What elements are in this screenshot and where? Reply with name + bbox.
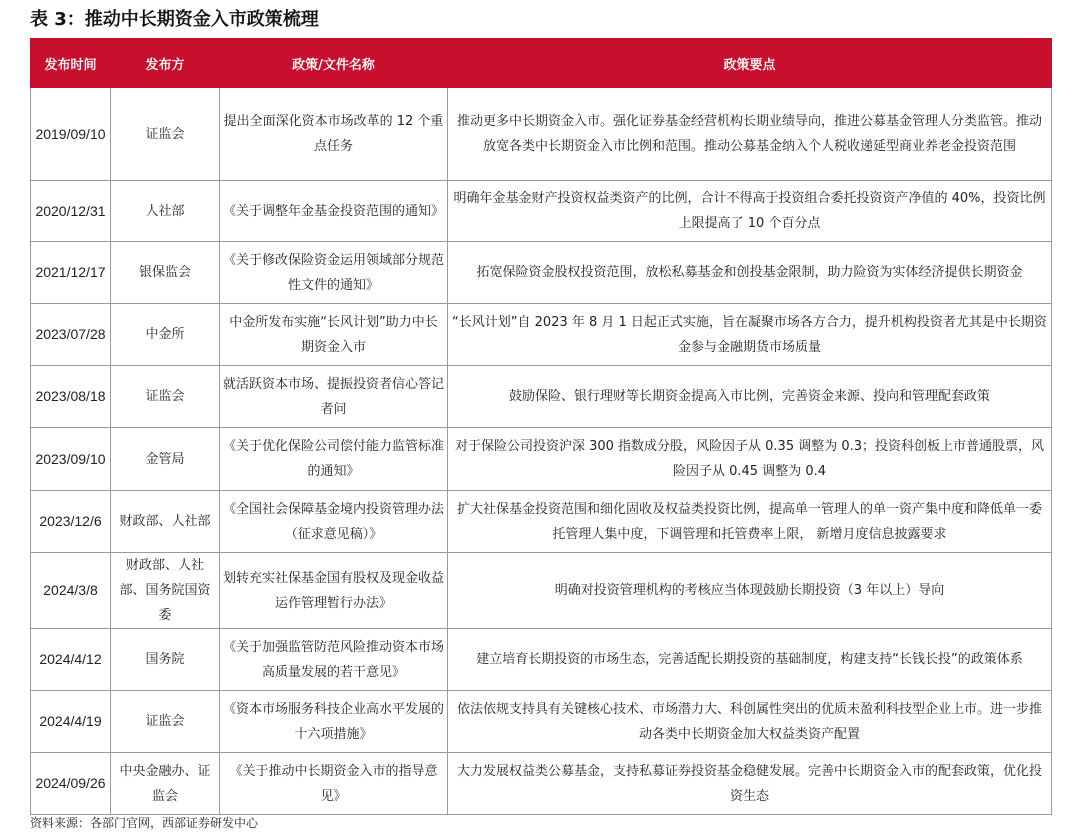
table-row xyxy=(31,753,1052,815)
cell-name: 中金所发布实施“长风计划”助力中长期资金入市 xyxy=(220,304,448,366)
cell-issuer: 证监会 xyxy=(111,88,220,181)
cell-date: 2019/09/10 xyxy=(31,88,111,181)
table-row xyxy=(31,629,1052,691)
cell-points: 大力发展权益类公募基金，支持私募证券投资基金稳健发展。完善中长期资金入市的配套政策，优化投资生态 xyxy=(448,753,1052,815)
cell-points: 依法依规支持具有关键核心技术、市场潜力大、科创属性突出的优质未盈利科技型企业上市。进一步推动各类中长期资金加大权益类资产配置 xyxy=(448,691,1052,753)
cell-name: 就活跃资本市场、提振投资者信心答记者问 xyxy=(220,366,448,428)
table-row xyxy=(31,366,1052,428)
cell-name: 《关于优化保险公司偿付能力监管标准的通知》 xyxy=(220,428,448,491)
cell-issuer: 中金所 xyxy=(111,304,220,366)
table-row xyxy=(31,88,1052,181)
cell-date: 2024/4/19 xyxy=(31,691,111,753)
cell-issuer: 中央金融办、证监会 xyxy=(111,753,220,815)
cell-name: 《关于修改保险资金运用领域部分规范性文件的通知》 xyxy=(220,242,448,304)
cell-issuer: 人社部 xyxy=(111,181,220,242)
cell-issuer: 金管局 xyxy=(111,428,220,491)
cell-points: 建立培育长期投资的市场生态，完善适配长期投资的基础制度，构建支持“长钱长投”的政策体系 xyxy=(448,629,1052,691)
cell-issuer: 证监会 xyxy=(111,691,220,753)
table-row xyxy=(31,553,1052,629)
cell-date: 2021/12/17 xyxy=(31,242,111,304)
cell-name: 《关于调整年金基金投资范围的通知》 xyxy=(220,181,448,242)
source-note: 资料来源：各部门官网，西部证券研发中心 xyxy=(30,816,259,830)
header-date: 发布时间 xyxy=(31,39,111,88)
cell-date: 2023/09/10 xyxy=(31,428,111,491)
cell-points: 对于保险公司投资沪深 300 指数成分股，风险因子从 0.35 调整为 0.3；投资科创板上市普通股票，风险因子从 0.45 调整为 0.4 xyxy=(448,428,1052,491)
cell-issuer: 财政部、人社部、国务院国资委 xyxy=(111,553,220,629)
cell-points: 鼓励保险、银行理财等长期资金提高入市比例，完善资金来源、投向和管理配套政策 xyxy=(448,366,1052,428)
cell-name: 提出全面深化资本市场改革的 12 个重点任务 xyxy=(220,88,448,181)
table-title: 表 3：推动中长期资金入市政策梳理 xyxy=(30,9,319,30)
header-issuer: 发布方 xyxy=(111,39,220,88)
cell-date: 2024/09/26 xyxy=(31,753,111,815)
table-row xyxy=(31,242,1052,304)
cell-date: 2023/07/28 xyxy=(31,304,111,366)
table-row xyxy=(31,691,1052,753)
cell-name: 《关于推动中长期资金入市的指导意见》 xyxy=(220,753,448,815)
cell-name: 《全国社会保障基金境内投资管理办法（征求意见稿）》 xyxy=(220,491,448,553)
header-row xyxy=(31,39,1052,88)
cell-date: 2024/3/8 xyxy=(31,553,111,629)
header-points: 政策要点 xyxy=(448,39,1052,88)
cell-points: 明确年金基金财产投资权益类资产的比例，合计不得高于投资组合委托投资资产净值的 40%，投资比例上限提高了 10 个百分点 xyxy=(448,181,1052,242)
cell-issuer: 银保监会 xyxy=(111,242,220,304)
cell-name: 划转充实社保基金国有股权及现金收益运作管理暂行办法》 xyxy=(220,553,448,629)
cell-issuer: 证监会 xyxy=(111,366,220,428)
cell-date: 2023/08/18 xyxy=(31,366,111,428)
table-row xyxy=(31,428,1052,491)
policy-table xyxy=(30,38,1052,815)
cell-name: 《资本市场服务科技企业高水平发展的十六项措施》 xyxy=(220,691,448,753)
cell-date: 2020/12/31 xyxy=(31,181,111,242)
table-row xyxy=(31,181,1052,242)
cell-issuer: 国务院 xyxy=(111,629,220,691)
cell-name: 《关于加强监管防范风险推动资本市场高质量发展的若干意见》 xyxy=(220,629,448,691)
cell-points: “长风计划”自 2023 年 8 月 1 日起正式实施，旨在凝聚市场各方合力，提升机构投资者尤其是中长期资金参与金融期货市场质量 xyxy=(448,304,1052,366)
cell-points: 明确对投资管理机构的考核应当体现鼓励长期投资（3 年以上）导向 xyxy=(448,553,1052,629)
cell-points: 扩大社保基金投资范围和细化固收及权益类投资比例，提高单一管理人的单一资产集中度和降低单一委托管理人集中度，下调管理和托管费率上限， 新增月度信息披露要求 xyxy=(448,491,1052,553)
cell-points: 推动更多中长期资金入市。强化证券基金经营机构长期业绩导向，推进公募基金管理人分类监管。推动放宽各类中长期资金入市比例和范围。推动公募基金纳入个人税收递延型商业养老金投资范围 xyxy=(448,88,1052,181)
cell-date: 2023/12/6 xyxy=(31,491,111,553)
cell-points: 拓宽保险资金股权投资范围，放松私募基金和创投基金限制，助力险资为实体经济提供长期资金 xyxy=(448,242,1052,304)
table-row xyxy=(31,491,1052,553)
table-row xyxy=(31,304,1052,366)
cell-issuer: 财政部、人社部 xyxy=(111,491,220,553)
header-name: 政策/文件名称 xyxy=(220,39,448,88)
cell-date: 2024/4/12 xyxy=(31,629,111,691)
